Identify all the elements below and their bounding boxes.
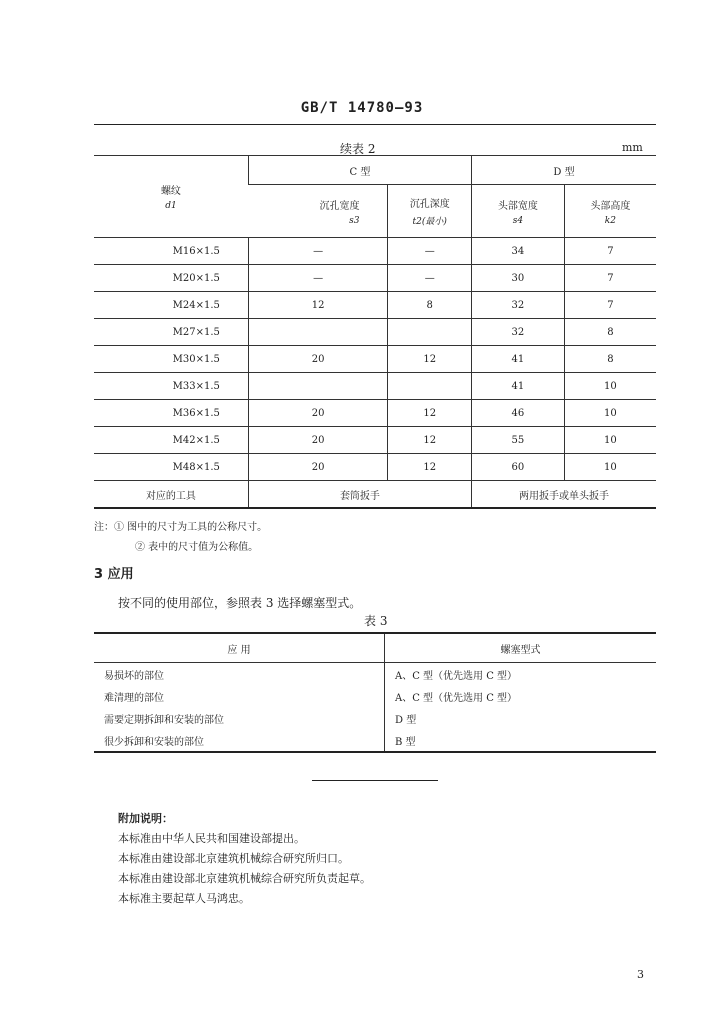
table2-title: 续表 2 xyxy=(340,142,376,156)
section-3-heading: 3 应用 xyxy=(94,567,134,582)
d1-cell: 55 xyxy=(472,427,565,454)
d1-cell: 34 xyxy=(472,238,565,265)
d1-cell: 60 xyxy=(472,454,565,481)
standard-code-header: GB/T 14780—93 xyxy=(300,100,424,116)
col-d1-label: 头部宽度 xyxy=(497,200,538,212)
c2-cell: 12 xyxy=(388,427,472,454)
app-cell: 需要定期拆卸和安装的部位 xyxy=(104,714,224,726)
additional-note-line: 本标准由中华人民共和国建设部提出。 xyxy=(118,832,305,845)
thread-column-header xyxy=(94,156,248,238)
table-row xyxy=(94,292,656,319)
additional-note-line: 本标准主要起草人马鸿忠。 xyxy=(118,892,250,905)
app-cell: 难清理的部位 xyxy=(104,692,164,704)
c1-cell: — xyxy=(248,265,388,292)
col-c1-label: 沉孔宽度 xyxy=(319,200,360,212)
section-3-paragraph: 按不同的使用部位，参照表 3 选择螺塞型式。 xyxy=(118,596,362,610)
type-cell: A、C 型（优先选用 C 型） xyxy=(385,685,657,707)
table-row xyxy=(94,729,656,752)
app-cell: 易损坏的部位 xyxy=(104,670,164,682)
c1-cell: 12 xyxy=(248,292,388,319)
tool-d-cell: 两用扳手或单头扳手 xyxy=(472,481,656,509)
thread-cell: M27×1.5 xyxy=(94,319,248,346)
c2-cell: 12 xyxy=(388,346,472,373)
d1-cell: 32 xyxy=(472,292,565,319)
c2-cell: 8 xyxy=(388,292,472,319)
thread-cell: M33×1.5 xyxy=(94,373,248,400)
table-row xyxy=(94,373,656,400)
type-cell: A、C 型（优先选用 C 型） xyxy=(385,663,657,686)
tool-c-cell: 套筒扳手 xyxy=(248,481,471,509)
thread-cell: M16×1.5 xyxy=(94,238,248,265)
app-cell: 很少拆卸和安装的部位 xyxy=(94,729,385,752)
col-d2-header xyxy=(564,185,656,238)
table-row xyxy=(94,427,656,454)
c2-cell: 12 xyxy=(388,400,472,427)
additional-note-line: 本标准由建设部北京建筑机械综合研究所归口。 xyxy=(118,852,349,865)
group-c-header: C 型 xyxy=(248,156,471,185)
c1-cell xyxy=(248,319,388,346)
tool-label: 对应的工具 xyxy=(94,481,248,509)
thread-cell: M48×1.5 xyxy=(94,454,248,481)
col-c1-symbol: s3 xyxy=(349,215,360,226)
thread-cell: M24×1.5 xyxy=(94,292,248,319)
table-row xyxy=(94,400,656,427)
header-rule xyxy=(94,124,656,125)
thread-cell: M20×1.5 xyxy=(94,265,248,292)
additional-notes-heading: 附加说明： xyxy=(118,812,173,825)
thread-cell: M30×1.5 xyxy=(94,346,248,373)
table-row xyxy=(94,663,656,686)
d1-cell: 41 xyxy=(472,346,565,373)
c2-cell: 12 xyxy=(388,454,472,481)
table-row xyxy=(94,454,656,481)
c2-cell xyxy=(388,373,472,400)
col-c2-symbol: t2(最小) xyxy=(412,217,447,227)
col-c2-header xyxy=(388,185,472,238)
tool-row xyxy=(94,481,656,509)
c1-cell xyxy=(248,373,388,400)
d2-cell: 7 xyxy=(564,265,656,292)
thread-cell: M36×1.5 xyxy=(94,400,248,427)
c1-cell: 20 xyxy=(248,454,388,481)
c2-cell: — xyxy=(388,265,472,292)
d2-cell: 7 xyxy=(564,292,656,319)
table2-unit: mm xyxy=(622,141,643,154)
col-d2-symbol: k2 xyxy=(604,215,616,226)
col-c1-header xyxy=(248,185,388,238)
d2-cell: 7 xyxy=(564,238,656,265)
c1-cell: 20 xyxy=(248,346,388,373)
d2-cell: 10 xyxy=(564,427,656,454)
col-d1-header xyxy=(472,185,565,238)
d2-cell: 10 xyxy=(564,454,656,481)
type-column-header: 螺塞型式 xyxy=(385,633,657,663)
thread-header-label: 螺纹 xyxy=(160,186,181,197)
page-number: 3 xyxy=(637,968,644,981)
c1-cell: 20 xyxy=(248,400,388,427)
table-row xyxy=(94,685,656,707)
c2-cell: — xyxy=(388,238,472,265)
d1-cell: 32 xyxy=(472,319,565,346)
type-cell: D 型 xyxy=(385,707,657,729)
c1-cell: — xyxy=(248,238,388,265)
table2-note-1: 注：① 图中的尺寸为工具的公称尺寸。 xyxy=(94,522,268,533)
d2-cell: 8 xyxy=(564,319,656,346)
type-cell: B 型 xyxy=(385,729,657,752)
table-row xyxy=(94,265,656,292)
d1-cell: 41 xyxy=(472,373,565,400)
section-separator xyxy=(312,780,438,781)
d1-cell: 46 xyxy=(472,400,565,427)
col-c2-label: 沉孔深度 xyxy=(409,199,450,210)
additional-note-line: 本标准由建设部北京建筑机械综合研究所负责起草。 xyxy=(118,872,371,885)
group-d-header: D 型 xyxy=(472,156,656,185)
thread-cell: M42×1.5 xyxy=(94,427,248,454)
c2-cell xyxy=(388,319,472,346)
d2-cell: 10 xyxy=(564,400,656,427)
app-column-header: 应 用 xyxy=(94,633,385,663)
table2-note-2: ② 表中的尺寸值为公称值。 xyxy=(135,542,259,553)
table3-title: 表 3 xyxy=(364,614,388,628)
table-row xyxy=(94,346,656,373)
d2-cell: 10 xyxy=(564,373,656,400)
col-d1-symbol: s4 xyxy=(512,215,524,226)
table3 xyxy=(94,632,656,753)
d2-cell: 8 xyxy=(564,346,656,373)
col-d2-label: 头部高度 xyxy=(590,200,631,212)
d1-cell: 30 xyxy=(472,265,565,292)
table-row xyxy=(94,707,656,729)
c1-cell: 20 xyxy=(248,427,388,454)
table-row xyxy=(94,319,656,346)
table2 xyxy=(94,155,656,509)
thread-header-symbol: d1 xyxy=(165,201,177,211)
table-row xyxy=(94,238,656,265)
